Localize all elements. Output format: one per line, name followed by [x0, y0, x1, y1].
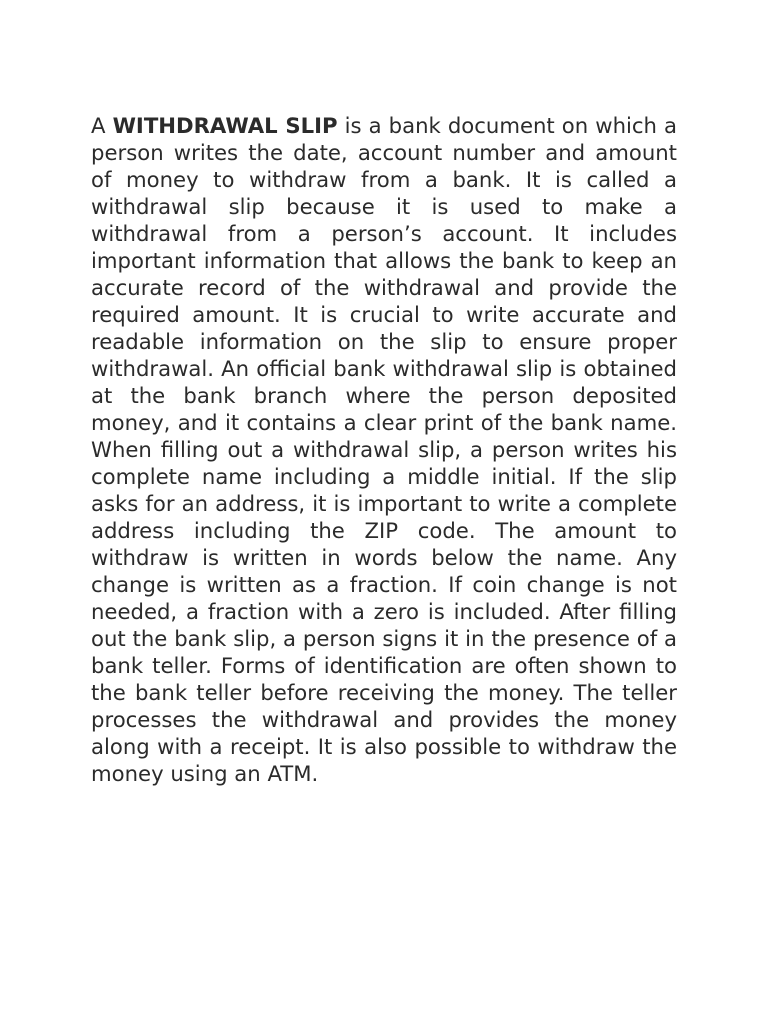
- paragraph-lead: A: [91, 113, 113, 138]
- body-paragraph: [91, 112, 677, 787]
- defined-term: WITHDRAWAL SLIP: [112, 113, 338, 138]
- paragraph-body: is a bank document on which a person writes the date, account number and amount of money to withdraw from a bank. It is called a withdrawal slip because it is used to make a withdrawal from a person’s account. It includes important information that allows the bank to keep an accurate record of the withdrawal and provide the required amount. It is crucial to write accurate and readable information on the slip to ensure proper withdrawal. An official bank withdrawal slip is obtained at the bank branch where the person deposited money, and it contains a clear print of the bank name. When filling out a withdrawal slip, a person writes his complete name including a middle initial. If the slip asks for an address, it is important to write a complete address including the ZIP code. The amount to withdraw is written in words below the name. Any change is written as a fraction. If coin change is not needed, a fraction with a zero is included. After filling out the bank slip, a person signs it in the presence of a bank teller. Forms of identification are often shown to the bank teller before receiving the money. The teller processes the withdrawal and provides the money along with a receipt. It is also possible to withdraw the money using an ATM.: [91, 113, 677, 786]
